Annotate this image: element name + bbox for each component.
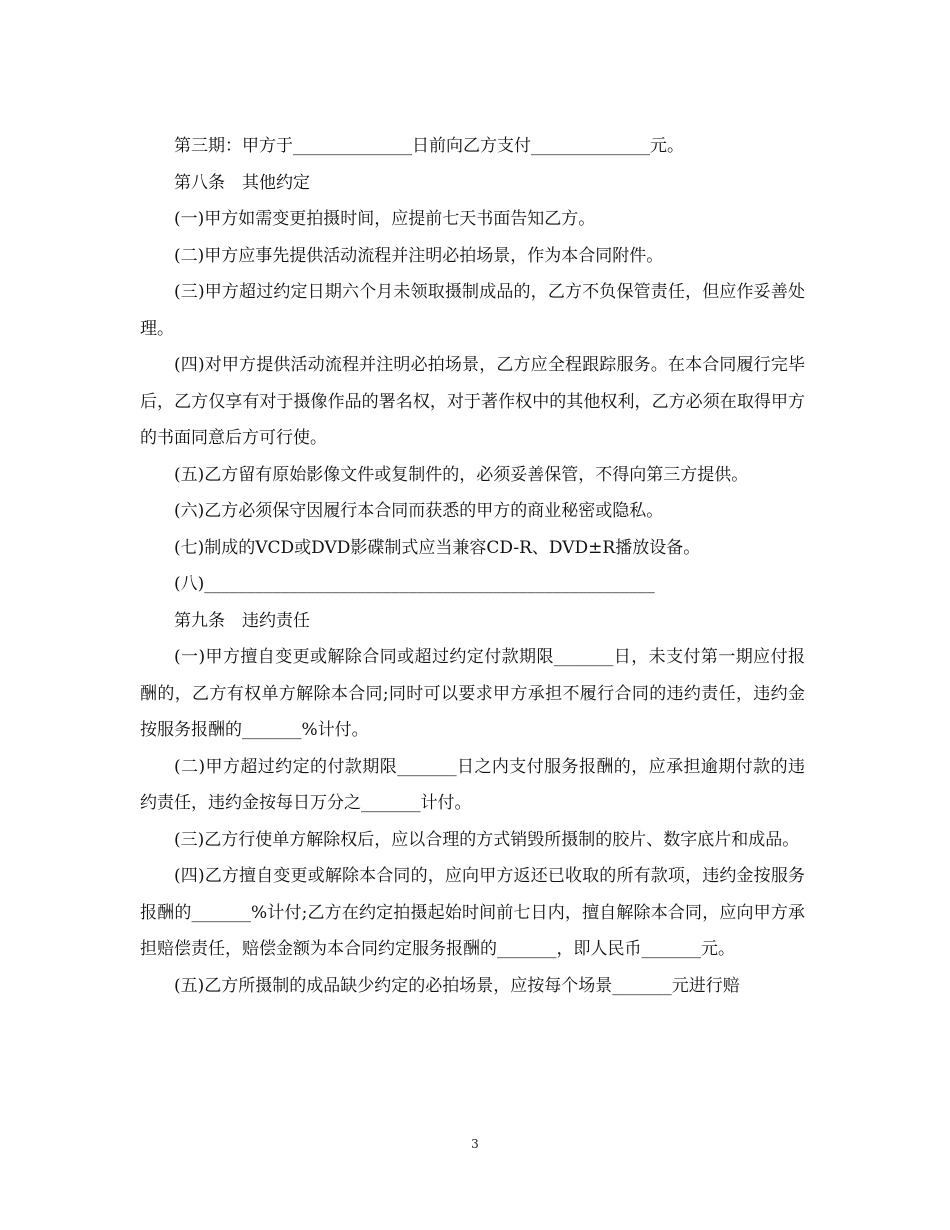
article-9-heading: 第九条 违约责任: [174, 610, 310, 631]
article-9-item-5: (五)乙方所摄制的成品缺少约定的必拍场景，应按每个场景_______元进行赔: [174, 975, 740, 996]
article-8-item-4: (四)对甲方提供活动流程并注明必拍场景，乙方应全程跟踪服务。在本合同履行完毕后，乙方仅享有对于摄像作品的署名权，对于著作权中的其他权利，乙方必须在取得甲方的书面同意后方可行使。: [140, 355, 805, 448]
article-8-item-2: (二)甲方应事先提供活动流程并注明必拍场景，作为本合同附件。: [174, 245, 664, 266]
article-9-item-4: (四)乙方擅自变更或解除本合同的，应向甲方返还已收取的所有款项，违约金按服务报酬的_______%计付;乙方在约定拍摄起始时间前七日内，擅自解除本合同，应向甲方承担赔偿责任，赔偿金额为本合同约定服务报酬的_______，即人民币_______元。: [140, 866, 805, 959]
article-8-item-5: (五)乙方留有原始影像文件或复制件的，必须妥善保管，不得向第三方提供。: [174, 464, 749, 485]
article-9-item-1: (一)甲方擅自变更或解除合同或超过约定付款期限_______日，未支付第一期应付报酬的，乙方有权单方解除本合同;同时可以要求甲方承担不履行合同的违约责任，违约金按服务报酬的_______%计付。: [140, 647, 805, 740]
article-9-item-3: (三)乙方行使单方解除权后，应以合理的方式销毁所摄制的胶片、数字底片和成品。: [174, 829, 800, 850]
contract-body: [140, 128, 805, 1004]
article-8-item-6: (六)乙方必须保守因履行本合同而获悉的甲方的商业秘密或隐私。: [174, 501, 664, 521]
article-8-item-8: (八)_____________________________________________________: [174, 574, 655, 594]
page-number: 3: [471, 1137, 479, 1151]
article-8-heading: 第八条 其他约定: [174, 172, 310, 193]
article-8-item-1: (一)甲方如需变更拍摄时间，应提前七天书面告知乙方。: [174, 209, 596, 229]
article-8-item-7: (七)制成的VCD或DVD影碟制式应当兼容CD-R、DVD±R播放设备。: [174, 537, 701, 558]
article-9-item-2: (二)甲方超过约定的付款期限_______日之内支付服务报酬的，应承担逾期付款的违约责任，违约金按每日万分之_______计付。: [140, 756, 805, 813]
payment-clause-third-installment: 第三期：甲方于______________日前向乙方支付______________元。: [174, 136, 684, 156]
article-8-item-3: (三)甲方超过约定日期六个月未领取摄制成品的，乙方不负保管责任，但应作妥善处理。: [140, 282, 805, 339]
